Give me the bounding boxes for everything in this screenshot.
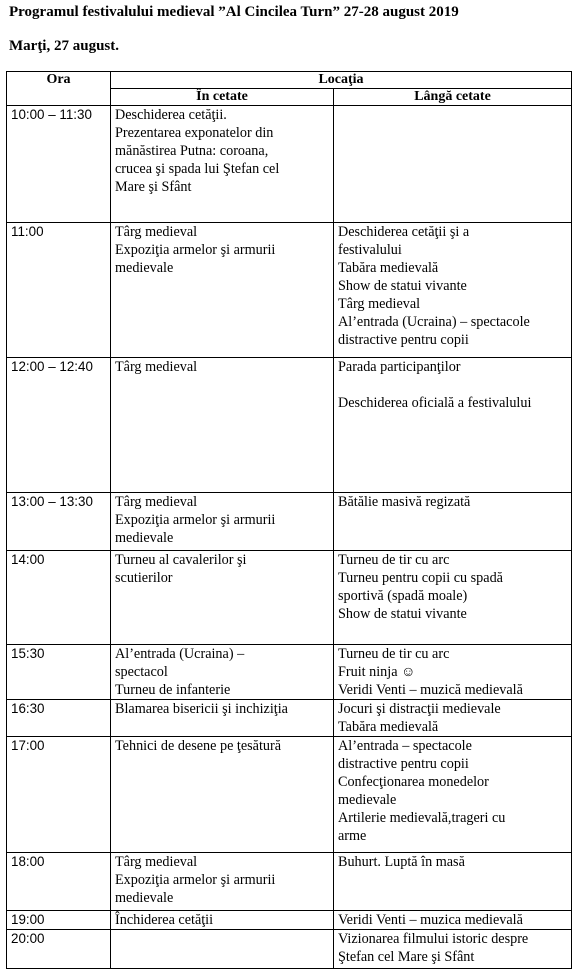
cell-in-cetate xyxy=(111,551,334,645)
cell-line: Turneu de infanterie xyxy=(115,682,231,698)
cell-line: Prezentarea exponatelor din xyxy=(115,125,274,141)
cell-line: Show de statui vivante xyxy=(338,278,467,294)
cell-line: Parada participanţilor xyxy=(338,359,461,375)
cell-line: Închiderea cetăţii xyxy=(115,912,214,928)
cell-line: Târg medieval xyxy=(338,296,421,312)
cell-in-cetate xyxy=(111,737,334,853)
cell-line: Al’entrada (Ucraina) – spectacole xyxy=(338,314,530,330)
cell-line: Jocuri şi distracţii medievale xyxy=(338,701,501,717)
cell-in-cetate xyxy=(111,853,334,911)
document-title: Programul festivalului medieval ”Al Cincilea Turn” 27-28 august 2019 xyxy=(9,4,459,20)
cell-line: Târg medieval xyxy=(115,224,198,240)
cell-time: 10:00 – 11:30 xyxy=(7,106,111,223)
cell-langa-cetate xyxy=(334,645,572,700)
cell-line: Expoziţia armelor şi armurii xyxy=(115,872,276,888)
table-row xyxy=(7,853,572,911)
cell-time: 19:00 xyxy=(7,911,111,930)
schedule-table xyxy=(6,71,572,969)
cell-langa-cetate xyxy=(334,551,572,645)
cell-line: arme xyxy=(338,828,367,844)
cell-langa-cetate xyxy=(334,358,572,493)
cell-line: Turneu pentru copii cu spadă xyxy=(338,570,503,586)
cell-line: Confecţionarea monedelor xyxy=(338,774,489,790)
cell-time: 18:00 xyxy=(7,853,111,911)
cell-line: Turneu de tir cu arc xyxy=(338,646,450,662)
table-row xyxy=(7,493,572,551)
cell-line: Blamarea bisericii şi inchiziţia xyxy=(115,701,288,717)
cell-line: Ştefan cel Mare şi Sfânt xyxy=(338,949,475,965)
cell-in-cetate xyxy=(111,223,334,358)
cell-line: Deschiderea oficială a festivalului xyxy=(338,395,532,411)
table-row xyxy=(7,223,572,358)
cell-line: Veridi Venti – muzică medievală xyxy=(338,682,523,698)
table-row xyxy=(7,106,572,223)
cell-time: 11:00 xyxy=(7,223,111,358)
cell-time: 12:00 – 12:40 xyxy=(7,358,111,493)
cell-line: Show de statui vivante xyxy=(338,606,467,622)
cell-in-cetate xyxy=(111,700,334,737)
cell-line: Buhurt. Luptă în masă xyxy=(338,854,465,870)
cell-langa-cetate xyxy=(334,853,572,911)
cell-line: Expoziţia armelor şi armurii xyxy=(115,512,276,528)
header-ora: Ora xyxy=(7,72,111,106)
cell-line: Tabăra medievală xyxy=(338,260,439,276)
cell-line: distractive pentru copii xyxy=(338,756,469,772)
cell-line: Târg medieval xyxy=(115,854,198,870)
cell-time: 14:00 xyxy=(7,551,111,645)
header-locatia: Locaţia xyxy=(111,72,572,89)
cell-line: mănăstirea Putna: coroana, xyxy=(115,143,269,159)
cell-langa-cetate xyxy=(334,106,572,223)
cell-in-cetate xyxy=(111,358,334,493)
cell-time: 13:00 – 13:30 xyxy=(7,493,111,551)
cell-time: 17:00 xyxy=(7,737,111,853)
cell-line: medievale xyxy=(115,530,174,546)
cell-line: medievale xyxy=(115,260,174,276)
cell-line: Al’entrada – spectacole xyxy=(338,738,472,754)
cell-langa-cetate xyxy=(334,911,572,930)
cell-time: 15:30 xyxy=(7,645,111,700)
cell-line: spectacol xyxy=(115,664,168,680)
table-row xyxy=(7,911,572,930)
cell-line: Al’entrada (Ucraina) – xyxy=(115,646,245,662)
cell-line: Fruit ninja ☺ xyxy=(338,664,416,680)
cell-line: crucea şi spada lui Ştefan cel xyxy=(115,161,280,177)
cell-in-cetate xyxy=(111,645,334,700)
cell-time: 16:30 xyxy=(7,700,111,737)
cell-line: Deschiderea cetăţii şi a xyxy=(338,224,470,240)
cell-time: 20:00 xyxy=(7,930,111,969)
cell-line: Turneu de tir cu arc xyxy=(338,552,450,568)
cell-line: Artilerie medievală,trageri cu xyxy=(338,810,506,826)
cell-line: Tehnici de desene pe ţesătură xyxy=(115,738,282,754)
table-row xyxy=(7,737,572,853)
cell-in-cetate xyxy=(111,106,334,223)
table-row xyxy=(7,645,572,700)
table-row xyxy=(7,700,572,737)
header-langa-cetate: Lângă cetate xyxy=(334,89,572,106)
cell-line: Târg medieval xyxy=(115,359,198,375)
table-row xyxy=(7,551,572,645)
cell-langa-cetate xyxy=(334,700,572,737)
cell-langa-cetate xyxy=(334,493,572,551)
cell-line: Tabăra medievală xyxy=(338,719,439,735)
table-header-row xyxy=(7,72,572,89)
cell-line: sportivă (spadă moale) xyxy=(338,588,468,604)
date-heading: Marţi, 27 august. xyxy=(9,38,119,54)
cell-line: medievale xyxy=(115,890,174,906)
cell-line: Târg medieval xyxy=(115,494,198,510)
cell-line: Expoziţia armelor şi armurii xyxy=(115,242,276,258)
cell-line: scutierilor xyxy=(115,570,173,586)
blank-line xyxy=(338,376,567,394)
table-row xyxy=(7,358,572,493)
header-in-cetate: În cetate xyxy=(111,89,334,106)
cell-line: Turneu al cavalerilor şi xyxy=(115,552,247,568)
cell-langa-cetate xyxy=(334,930,572,969)
cell-in-cetate xyxy=(111,930,334,969)
cell-in-cetate xyxy=(111,911,334,930)
cell-line: distractive pentru copii xyxy=(338,332,469,348)
cell-line: Deschiderea cetăţii. xyxy=(115,107,227,123)
cell-line: Vizionarea filmului istoric despre xyxy=(338,931,529,947)
table-row xyxy=(7,930,572,969)
cell-line: medievale xyxy=(338,792,397,808)
cell-langa-cetate xyxy=(334,737,572,853)
cell-line: Veridi Venti – muzica medievală xyxy=(338,912,523,928)
cell-line: festivalului xyxy=(338,242,402,258)
cell-line: Bătălie masivă regizată xyxy=(338,494,471,510)
cell-in-cetate xyxy=(111,493,334,551)
cell-line: Mare şi Sfânt xyxy=(115,179,192,195)
cell-langa-cetate xyxy=(334,223,572,358)
